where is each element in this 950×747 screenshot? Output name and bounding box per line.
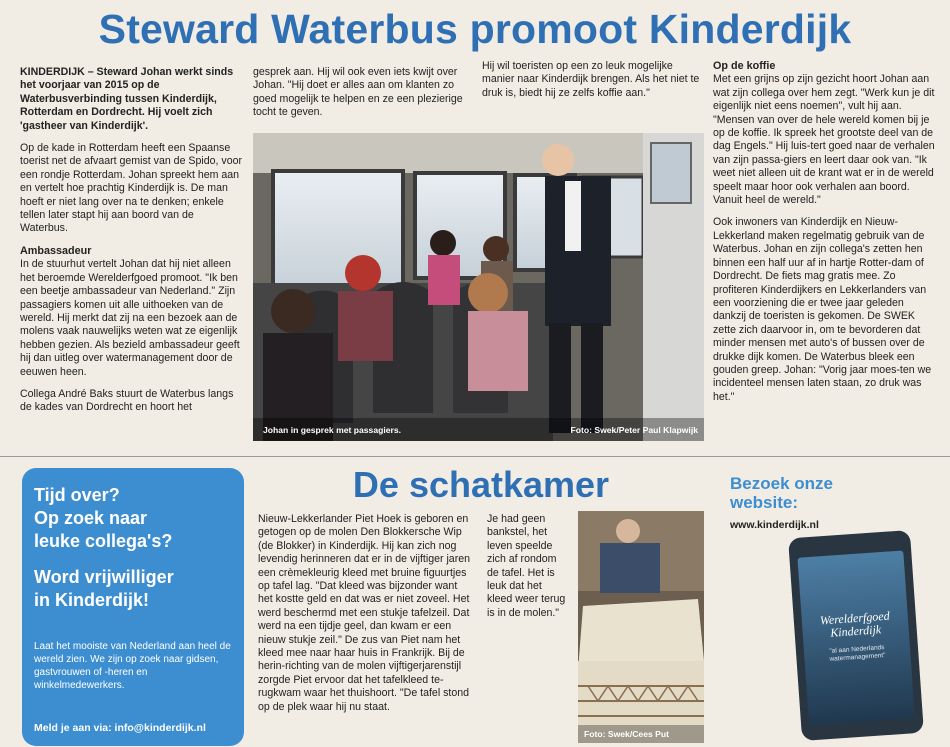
waterbus-photo-image <box>253 133 704 441</box>
subheading-ambassadeur: Ambassadeur <box>20 244 92 257</box>
volunteer-heading <box>34 484 172 553</box>
schatkamer-paragraph: Je had geen bankstel, het leven speelde zich af rondom de tafel. Het is leuk dat het kleed weer terug is in de molen." <box>487 513 566 619</box>
section-divider <box>0 456 950 457</box>
article-paragraph: Collega André Baks stuurt de Waterbus langs de kades van Dordrecht en hoort het <box>20 387 234 414</box>
article-paragraph: Hij wil toeristen op een zo leuk mogelijke manier naar Kinderdijk brengen. Als het niet te druk is, biedt hij ze zelfs koffie aan." <box>482 60 700 99</box>
article-paragraph: Op de kade in Rotterdam heeft een Spaanse toerist net de afvaart gemist van de Spido, voor een rondje Rotterdam. Johan spreekt hem aan en vertelt hoe prachtig Kinderdijk is. De man hoeft er niet lang over na te denken; enkele tellen later stapt hij aan boord van de Waterbus. <box>20 142 243 235</box>
website-heading-line: website: <box>730 493 799 512</box>
article-paragraph: Ook inwoners van Kinderdijk en Nieuw-Lekkerland maken regelmatig gebruik van de Waterbus. Johan en zijn collega's zetten hen binnen een half uur af in hartje Rotter-dam of Dordrecht. De fiets mag gratis mee. Zo profiteren Kinderdijkers en Lekkerlanders van een voorziening die er twee jaar geleden dankzij de toeristen is gekomen. De SWEK zette zich daarvoor in, om te bevorderen dat minder mensen met auto's of bussen over de drukke dijk komen. De Waterbus bleek een gouden greep. Johan: "Vorig jaar moes-ten we incidenteel mensen laten staan, zo druk was het." <box>713 216 932 403</box>
article-lead: KINDERDIJK – Steward Johan werkt sinds het voorjaar van 2015 op de Waterbusverbinding tussen Kinderdijk, Rotterdam en Dordrecht. Hij voelt zich 'gastheer van Kinderdijk'. <box>20 66 234 132</box>
volunteer-line: Word vrijwilliger <box>34 567 174 587</box>
phone-illustration <box>788 530 924 741</box>
subheading-op-de-koffie: Op de koffie <box>713 60 776 72</box>
article-column-4 <box>713 60 935 413</box>
website-heading-line: Bezoek onze <box>730 474 833 493</box>
article-column-3 <box>482 60 700 109</box>
waterbus-photo <box>253 133 704 441</box>
photo-credit: Foto: Swek/Peter Paul Klapwijk <box>570 425 698 435</box>
volunteer-box <box>22 468 244 746</box>
volunteer-line: Op zoek naar <box>34 508 148 528</box>
website-url[interactable]: www.kinderdijk.nl <box>730 519 819 531</box>
phone-screen-title-line: Werelderfgoed <box>819 608 891 628</box>
volunteer-line: in Kinderdijk! <box>34 590 150 610</box>
photo-caption: Johan in gesprek met passagiers. <box>263 425 402 435</box>
website-heading <box>730 474 833 512</box>
phone-screen-subtitle: "al aan Nederlands watermanagement" <box>829 644 886 663</box>
phone-screen-title <box>801 608 909 641</box>
schatkamer-paragraph: Nieuw-Lekkerlander Piet Hoek is geboren en getogen op de molen Den Blokkersche Wip (de Blokker) in Kinderdijk. Hij kan zich nog levendig herinneren dat er in de vijftiger jaren een crèmekleurig kleed met bruine figuurtjes op tafel lag. "Dat kleed was bijzonder want het kostte geld en dat was er niet zoveel. Het werd beschermd met een stukje tafelzeil. Dat werd na een tijdje geel, dan kwam er een nieuw stukje zeil." De zus van Piet nam het kleed mee naar haar huis in Frankrijk. Bij de herin-richting van de molen vijftigerjarenstijl zorgde Piet ervoor dat het tafelkleed te-rugkwam waar het thuishoort. "De tafel stond op de plek waar hij nu staat. <box>258 513 471 713</box>
schatkamer-photo <box>578 511 704 743</box>
schatkamer-photo-image <box>578 511 704 743</box>
volunteer-line: leuke collega's? <box>34 531 173 551</box>
article-column-1 <box>20 66 242 424</box>
phone-screen <box>797 551 914 726</box>
article-column-2 <box>253 66 467 129</box>
schatkamer-column-1 <box>258 513 474 723</box>
schatkamer-photo-credit: Foto: Swek/Cees Put <box>584 729 669 739</box>
phone-screen-title-line: Kinderdijk <box>829 622 882 640</box>
article-headline: Steward Waterbus promoot Kinderdijk <box>98 6 852 52</box>
article-paragraph: gesprek aan. Hij wil ook even iets kwijt over Johan. "Hij doet er alles aan om klanten zo goed mogelijk te helpen en ze een plezierige tocht te geven. <box>253 66 463 119</box>
article-paragraph: In de stuurhut vertelt Johan dat hij niet alleen het beroemde Werelderfgoed promoot. "Ik ben een beetje ambassadeur van Nederland." Zijn passagiers komen uit alle uithoeken van de wereld. Hij merkt dat zij na een bezoek aan de molens vaak nauwelijks weten wat ze eigenlijk hebben gezien. Als bezield ambassadeur geeft hij dan uitleg over watermanagement door de eeuwen heen. <box>20 258 240 378</box>
volunteer-line: Tijd over? <box>34 485 120 505</box>
schatkamer-column-2 <box>487 513 567 629</box>
volunteer-cta <box>34 566 174 612</box>
schatkamer-title: De schatkamer <box>352 464 610 505</box>
article-paragraph: Met een grijns op zijn gezicht hoort Johan aan wat zijn collega over hem zegt. "Werk kun je dit eigenlijk niet eens noemen", vult hij aan. "Mensen van over de hele wereld komen bij je op de koffie. Ik spreek het grootste deel van de dag Engels." Hij luis-tert goed naar de verhalen van zijn passa-giers en leert daar ook van. "Ik weet niet alleen uit de krant wat er in de wereld speelt maar hoor ook verhalen aan boord. Vanuit heel de wereld." <box>713 73 935 207</box>
volunteer-contact: Meld je aan via: info@kinderdijk.nl <box>34 722 206 734</box>
volunteer-body: Laat het mooiste van Nederland aan heel de wereld zien. We zijn op zoek naar gidsen, gastvrouwen of -heren en winkelmedewerkers. <box>34 641 231 691</box>
